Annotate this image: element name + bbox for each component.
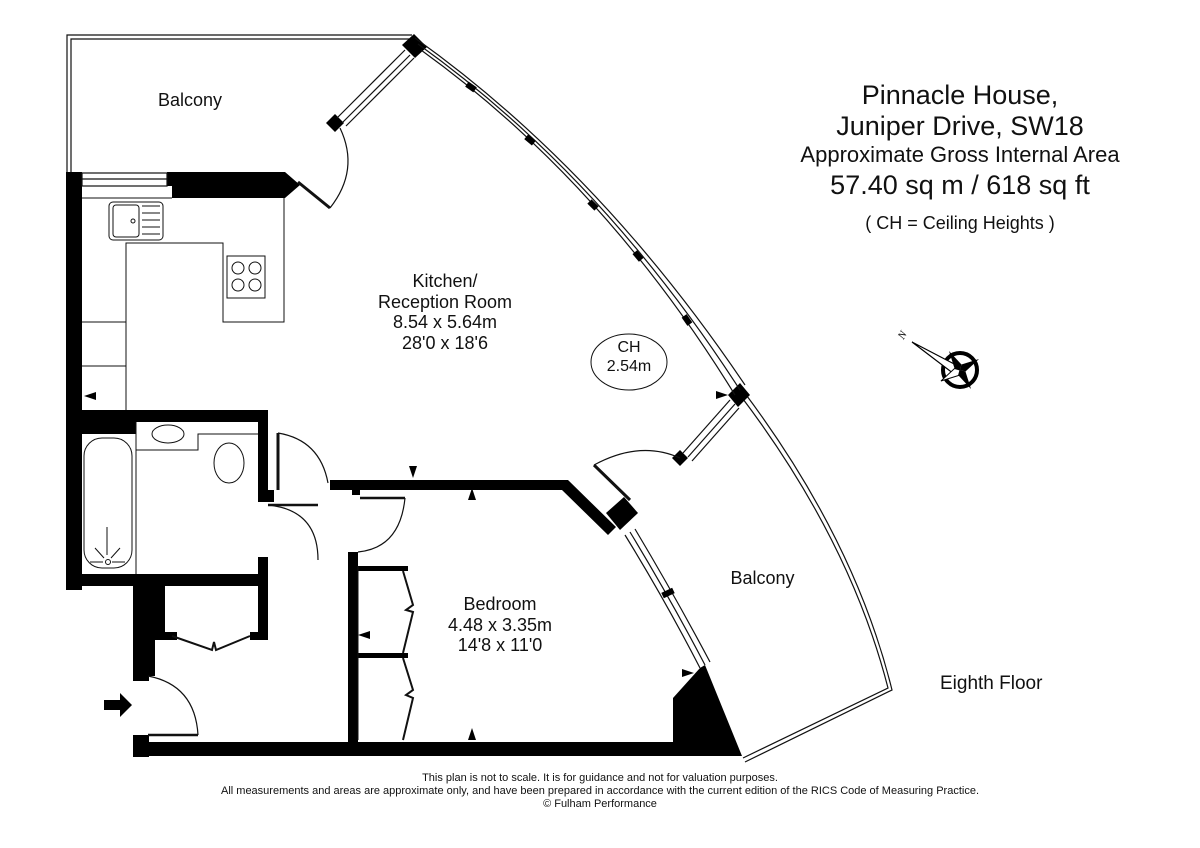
room-label-balcony-right: Balcony	[730, 568, 795, 588]
door-entrance	[148, 676, 198, 735]
room-dimensions-imperial: 28'0 x 18'6	[402, 333, 488, 354]
room-label-balcony-top: Balcony	[157, 90, 223, 110]
area-value: 57.40 sq m / 618 sq ft	[830, 170, 1090, 200]
copyright: © Fulham Performance	[543, 798, 657, 810]
street-address: Juniper Drive, SW18	[836, 111, 1084, 141]
room-name-line2: Reception Room	[377, 291, 513, 312]
disclaimer-line-2: All measurements and areas are approximate only, and have been prepared in accordance with the current edition of the RICS Code of Measuring Practice.	[221, 785, 979, 797]
room-dimensions-metric: 4.48 x 3.35m	[447, 614, 553, 635]
room-label-kitchen-reception	[345, 271, 545, 354]
disclaimer-line-1: This plan is not to scale. It is for guidance and not for valuation purposes.	[422, 772, 778, 784]
north-compass-icon	[895, 329, 981, 391]
room-label-bedroom	[440, 594, 560, 656]
room-dimensions-imperial: 14'8 x 11'0	[457, 635, 543, 656]
wall-left	[66, 172, 82, 590]
svg-text:N: N	[895, 329, 910, 342]
wall-kitchen-bedroom	[330, 480, 616, 535]
ceiling-height-label: CH	[617, 339, 641, 356]
wall-bottom	[133, 742, 673, 756]
bathtub-icon	[84, 438, 132, 568]
basin-icon	[152, 425, 184, 443]
hob-icon	[227, 256, 265, 298]
room-name-line1: Kitchen/	[412, 271, 478, 291]
ceiling-height-value: 2.54m	[606, 358, 652, 375]
title-block	[760, 80, 1160, 234]
entrance-arrow-icon	[104, 693, 132, 717]
room-name: Bedroom	[463, 594, 537, 614]
wall-top-kitchen	[167, 172, 300, 198]
area-label: Approximate Gross Internal Area	[800, 142, 1120, 167]
property-name: Pinnacle House,	[861, 80, 1059, 110]
door-balcony-top	[330, 128, 348, 208]
disclaimer	[0, 772, 1200, 811]
floor-label: Eighth Floor	[940, 673, 1043, 694]
ceiling-height-note: ( CH = Ceiling Heights )	[865, 213, 1055, 233]
toilet-icon	[214, 443, 244, 483]
room-dimensions-metric: 8.54 x 5.64m	[392, 312, 498, 333]
ceiling-height-badge	[589, 338, 669, 376]
